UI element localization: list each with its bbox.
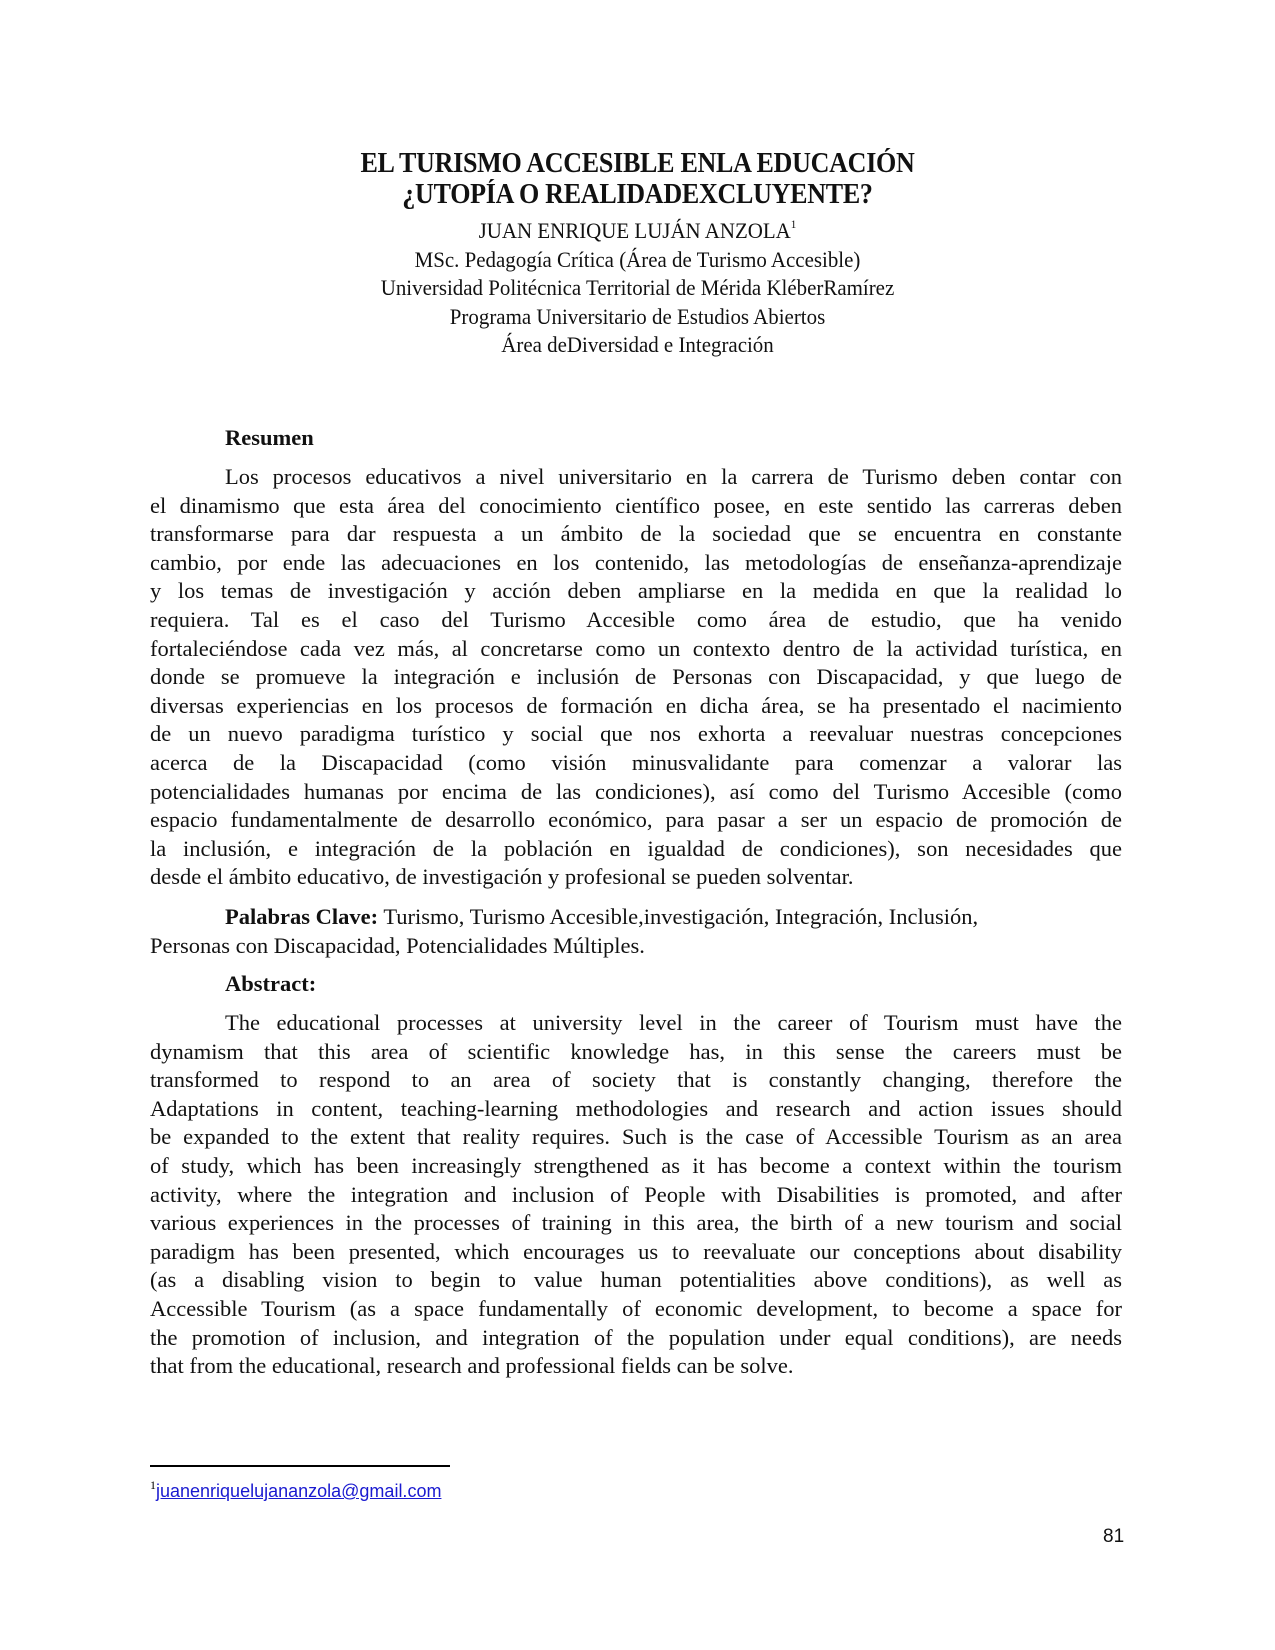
- paper-title-line-2: ¿UTOPÍA O REALIDADEXCLUYENTE?: [402, 179, 873, 210]
- footnote-mark: 1: [150, 1478, 156, 1492]
- abstract-line: The educational processes at university level in the career of Tourism must have the: [225, 1010, 1122, 1036]
- resumen-line: diversas experiencias en los procesos de formación en dicha área, se ha presentado el nacimiento: [150, 692, 1122, 718]
- keywords-line-2: Personas con Discapacidad, Potencialidades Múltiples.: [150, 932, 645, 958]
- abstract-line: of study, which has been increasingly strengthened as it has become a context within the tourism: [150, 1153, 1122, 1179]
- author-name-text: JUAN ENRIQUE LUJÁN ANZOLA: [478, 218, 791, 243]
- resumen-line: acerca de la Discapacidad (como visión minusvalidante para comenzar a valorar las: [150, 749, 1122, 775]
- affiliation-degree: MSc. Pedagogía Crítica (Área de Turismo Accesible): [414, 246, 861, 272]
- affiliation-program: Programa Universitario de Estudios Abiertos: [449, 303, 826, 329]
- resumen-line: requiera. Tal es el caso del Turismo Accesible como área de estudio, que ha venido: [150, 606, 1122, 632]
- author-email-link[interactable]: juanenriquelujananzola@gmail.com: [156, 1481, 442, 1501]
- keywords-list: Turismo, Turismo Accesible,investigación, Integración, Inclusión,: [378, 903, 979, 929]
- resumen-line: potencialidades humanas por encima de las condiciones), así como del Turismo Accesible (como: [150, 778, 1122, 804]
- author-footnote-mark: 1: [790, 217, 797, 231]
- abstract-line: Accessible Tourism (as a space fundamentally of economic development, to become a space for: [150, 1296, 1122, 1322]
- abstract-line: Adaptations in content, teaching-learning methodologies and research and action issues should: [150, 1095, 1122, 1121]
- resumen-line: Los procesos educativos a nivel universitario en la carrera de Turismo deben contar con: [225, 464, 1122, 489]
- abstract-line: the promotion of inclusion, and integration of the population under equal conditions), are needs: [150, 1324, 1122, 1350]
- abstract-line: that from the educational, research and professional fields can be solve.: [150, 1353, 794, 1379]
- resumen-line: cambio, por ende las adecuaciones en los contenido, las metodologías de enseñanza-aprendizaje: [150, 549, 1122, 575]
- title-block: [0, 148, 1275, 360]
- abstract-line: various experiences in the processes of training in this area, the birth of a new tourism and social: [150, 1210, 1122, 1236]
- abstract-heading: Abstract:: [225, 971, 317, 997]
- abstract-line: transformed to respond to an area of society that is constantly changing, therefore the: [150, 1067, 1122, 1093]
- abstract-line: dynamism that this area of scientific knowledge has, in this sense the careers must be: [150, 1038, 1122, 1064]
- footnote-divider: [150, 1465, 450, 1467]
- abstract-line: (as a disabling vision to begin to value human potentialities above conditions), as well as: [150, 1267, 1122, 1293]
- resumen-line: fortaleciéndose cada vez más, al concretarse como un contexto dentro de la actividad turística, en: [150, 635, 1122, 661]
- abstract-line: paradigm has been presented, which encourages us to reevaluate our conceptions about disability: [150, 1238, 1122, 1264]
- resumen-line: la inclusión, e integración de la población en igualdad de condiciones), son necesidades que: [150, 835, 1122, 861]
- resumen-line: y los temas de investigación y acción deben ampliarse en la medida en que la realidad lo: [150, 578, 1122, 604]
- resumen-line: espacio fundamentalmente de desarrollo económico, para pasar a ser un espacio de promoción de: [150, 807, 1122, 833]
- resumen-section: [150, 424, 1122, 1381]
- author-name: [45, 210, 1231, 246]
- affiliation-area: Área deDiversidad e Integración: [501, 332, 774, 357]
- affiliation-university: Universidad Politécnica Territorial de Mérida KléberRamírez: [380, 275, 895, 300]
- abstract-line: be expanded to the extent that reality requires. Such is the case of Accessible Tourism as an area: [150, 1124, 1122, 1150]
- resumen-heading: Resumen: [225, 425, 314, 450]
- keywords-label: Palabras Clave:: [225, 903, 379, 929]
- abstract-line: activity, where the integration and inclusion of People with Disabilities is promoted, and after: [150, 1181, 1122, 1207]
- resumen-line: donde se promueve la integración e inclusión de Personas con Discapacidad, y que luego de: [150, 664, 1122, 690]
- resumen-line: transformarse para dar respuesta a un ámbito de la sociedad que se encuentra en constante: [150, 521, 1122, 547]
- resumen-line: desde el ámbito educativo, de investigación y profesional se pueden solventar.: [150, 864, 854, 890]
- keywords-line-1: [150, 903, 1122, 932]
- footnote: [150, 1478, 441, 1502]
- paper-title-line-1: EL TURISMO ACCESIBLE ENLA EDUCACIÓN: [360, 148, 915, 179]
- resumen-line: de un nuevo paradigma turístico y social que nos exhorta a reevaluar nuestras concepciones: [150, 721, 1122, 747]
- resumen-line: el dinamismo que esta área del conocimiento científico posee, en este sentido las carreras deben: [150, 492, 1122, 518]
- page-number: 81: [1103, 1526, 1125, 1547]
